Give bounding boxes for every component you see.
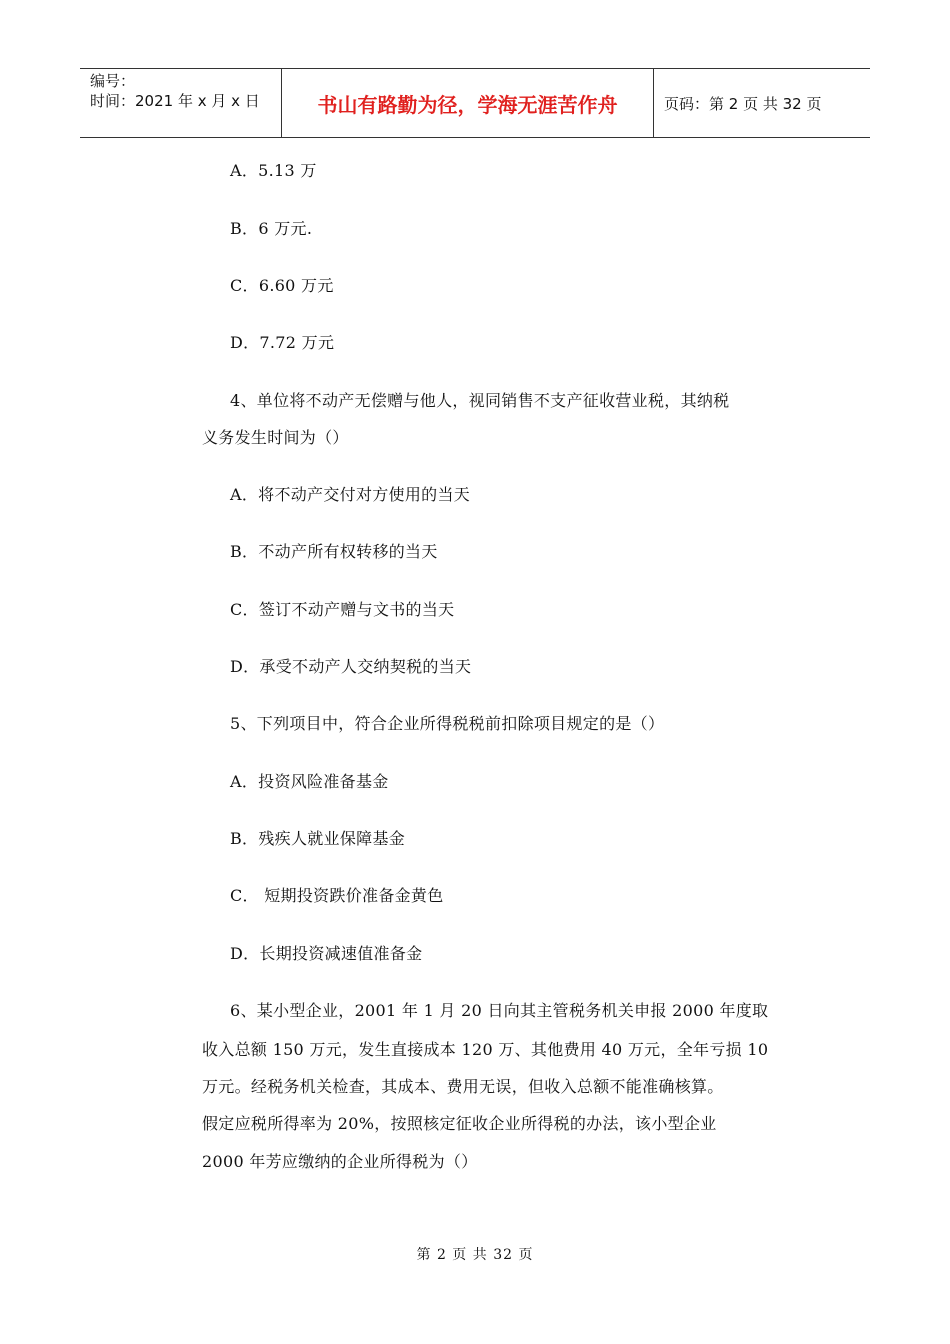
q5-option-b: B．残疾人就业保障基金 xyxy=(230,829,406,848)
q4-option-a: A．将不动产交付对方使用的当天 xyxy=(230,485,471,504)
q5-text: 5、下列项目中，符合企业所得税税前扣除项目规定的是（） xyxy=(230,714,665,733)
q3-option-d: D．7.72 万元 xyxy=(230,333,335,352)
q5-option-c: C． 短期投资跌价准备金黄色 xyxy=(230,886,444,905)
q3-option-b: B．6 万元. xyxy=(230,219,313,238)
q4-option-c: C．签订不动产赠与文书的当天 xyxy=(230,600,455,619)
q4-option-b: B．不动产所有权转移的当天 xyxy=(230,542,438,561)
q4-text-line1: 4、单位将不动产无偿赠与他人，视同销售不支产征收营业税，其纳税 xyxy=(230,391,730,410)
header-time-label: 时间：2021 年 x 月 x 日 xyxy=(90,92,260,110)
q3-option-a: A．5.13 万 xyxy=(230,161,317,180)
q4-option-d: D．承受不动产人交纳契税的当天 xyxy=(230,657,472,676)
header-page-info: 页码：第 2 页 共 32 页 xyxy=(664,94,822,113)
q3-option-c: C．6.60 万元 xyxy=(230,276,334,295)
q6-text-line4: 假定应税所得率为 20%，按照核定征收企业所得税的办法，该小型企业 xyxy=(202,1114,717,1133)
q5-option-d: D．长期投资减速值准备金 xyxy=(230,944,423,963)
q6-text-line5: 2000 年芳应缴纳的企业所得税为（） xyxy=(202,1152,478,1171)
header-motto: 书山有路勤为径，学海无涯苦作舟 xyxy=(282,69,654,137)
header-number-label: 编号： xyxy=(90,72,136,90)
q6-text-line2: 收入总额 150 万元，发生直接成本 120 万、其他费用 40 万元，全年亏损 10 xyxy=(202,1040,769,1059)
q4-text-line2: 义务发生时间为（） xyxy=(202,428,349,447)
q6-text-line3: 万元。经税务机关检查，其成本、费用无误，但收入总额不能准确核算。 xyxy=(202,1077,724,1096)
page-footer: 第 2 页 共 32 页 xyxy=(416,1247,534,1263)
q5-option-a: A．投资风险准备基金 xyxy=(230,772,389,791)
q6-text-line1: 6、某小型企业，2001 年 1 月 20 日向其主管税务机关申报 2000 年度取 xyxy=(230,1001,769,1020)
